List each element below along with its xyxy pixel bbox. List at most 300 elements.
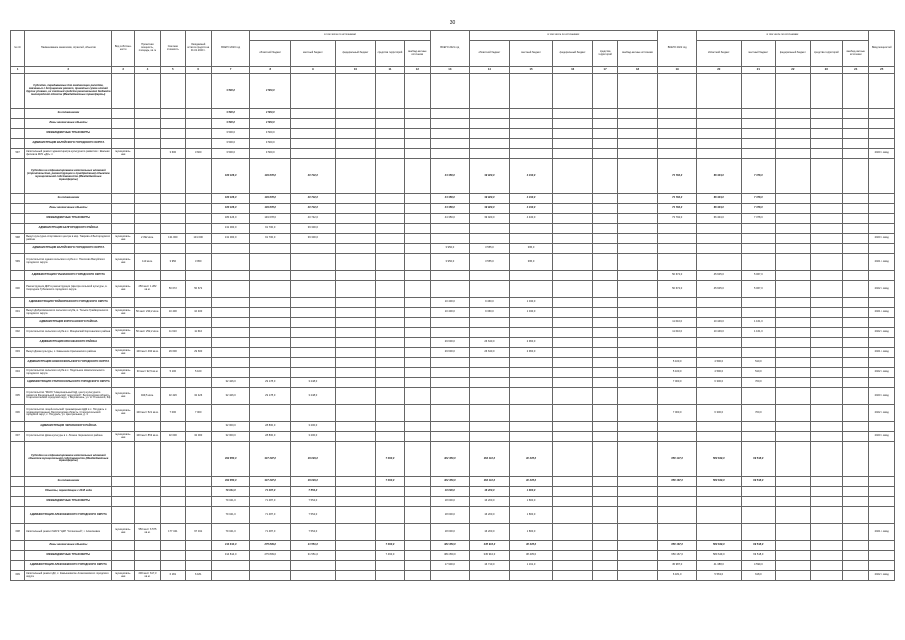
- table-cell: [593, 358, 617, 368]
- table-cell: [696, 507, 741, 524]
- table-cell: 3 555,0: [469, 254, 510, 271]
- table-cell: [404, 224, 430, 234]
- table-cell: [469, 318, 510, 328]
- table-cell: [376, 224, 404, 234]
- table-cell: 91 700,0: [250, 224, 291, 234]
- table-row: [11, 551, 895, 561]
- table-cell: 79 041,0: [211, 497, 250, 507]
- table-cell: [161, 119, 185, 129]
- table-cell: [335, 487, 376, 497]
- table-cell: [869, 139, 895, 149]
- table-cell: 200 мест 617,3 кв.м.: [134, 571, 160, 581]
- table-cell: 6 181: [161, 571, 185, 581]
- table-cell: 2020 г. ввод: [869, 149, 895, 159]
- table-cell: [776, 281, 811, 298]
- table-cell: 3 555,0: [469, 244, 510, 254]
- table-cell: [335, 507, 376, 524]
- table-cell: 362 110,0: [469, 477, 510, 487]
- table-cell: [134, 477, 160, 487]
- table-cell: 3 200,0: [291, 432, 336, 442]
- table-cell: [376, 109, 404, 119]
- table-cell: 39 300,0: [291, 234, 336, 244]
- table-cell: [810, 318, 842, 328]
- table-cell: [185, 497, 211, 507]
- table-cell: [211, 254, 250, 271]
- table-cell: 4 430,0: [510, 159, 553, 194]
- table-cell: [869, 561, 895, 571]
- table-cell: [593, 214, 617, 224]
- table-cell: 41 388,0: [696, 561, 741, 571]
- table-cell: [404, 348, 430, 358]
- table-cell: [552, 298, 593, 308]
- table-cell: [431, 328, 470, 338]
- table-cell: [776, 224, 811, 234]
- table-cell: [376, 244, 404, 254]
- table-cell: 4 599,0: [741, 561, 776, 571]
- table-cell: [404, 571, 430, 581]
- table-cell: [617, 214, 658, 224]
- table-cell: [404, 541, 430, 551]
- table-cell: [376, 204, 404, 214]
- table-cell: [134, 149, 160, 159]
- table-cell: 402 350,0: [431, 442, 470, 477]
- table-cell: [658, 338, 697, 348]
- table-cell: [291, 139, 336, 149]
- table-cell: [335, 244, 376, 254]
- table-cell: 44 350,0: [431, 214, 470, 224]
- table-cell: [843, 432, 869, 442]
- table-cell: [510, 129, 553, 139]
- col-number: 2: [25, 67, 112, 74]
- table-cell: 100 мест 521 кв.м.: [134, 405, 160, 422]
- table-cell: [696, 224, 741, 234]
- table-cell: 40 742,0: [291, 214, 336, 224]
- table-cell: [869, 204, 895, 214]
- table-row: [11, 348, 895, 358]
- table-cell: муниципаль-ная: [112, 368, 134, 378]
- table-cell: [776, 271, 811, 281]
- col-number: 7: [211, 67, 250, 74]
- table-cell: [335, 541, 376, 551]
- table-cell: 100 мест 853 кв.м.: [134, 432, 160, 442]
- table-cell: 7 460,0: [376, 442, 404, 477]
- table-cell: [869, 214, 895, 224]
- src-extra: внебюд-жетные источники: [617, 41, 658, 67]
- table-cell: [161, 541, 185, 551]
- table-cell: [469, 422, 510, 432]
- table-cell: [593, 497, 617, 507]
- table-cell: [510, 432, 553, 442]
- table-cell: 26 640,0: [469, 348, 510, 358]
- table-cell: 18 000,0: [431, 507, 470, 524]
- src-federal: федеральный бюджет: [335, 41, 376, 67]
- table-cell: [185, 338, 211, 348]
- row-name-cell: АДМИНИСТРАЦИЯ ВАЛУЙСКОГО ГОРОДСКОГО ОКРУГА: [25, 139, 112, 149]
- table-cell: [134, 204, 160, 214]
- table-cell: 26 640,0: [469, 338, 510, 348]
- table-cell: [741, 149, 776, 159]
- table-cell: [552, 159, 593, 194]
- table-cell: [134, 139, 160, 149]
- table-cell: 345 910,0: [469, 541, 510, 551]
- table-cell: [658, 348, 697, 358]
- table-cell: [810, 348, 842, 358]
- table-cell: [617, 571, 658, 581]
- row-name-cell: Строительство лицей-сельский тренажёрным ЦДК в с. Погудаль и подведомственным, Белгородская область, Старооскольский городской округ, с. Погудаль, ул. Центральная, д. 3: [25, 405, 112, 422]
- col-total-2021: ВСЕГО 2021 год: [431, 31, 470, 67]
- row-number-cell: [11, 422, 25, 432]
- table-cell: 50 672: [161, 281, 185, 298]
- row-number-cell: [11, 358, 25, 368]
- table-cell: [376, 358, 404, 368]
- table-cell: [869, 224, 895, 234]
- table-cell: [741, 348, 776, 358]
- table-cell: [211, 561, 250, 571]
- table-cell: [696, 524, 741, 541]
- table-cell: [211, 405, 250, 422]
- table-cell: [431, 129, 470, 139]
- table-cell: [552, 442, 593, 477]
- table-cell: [869, 541, 895, 551]
- table-cell: 9 360,0: [469, 308, 510, 318]
- table-cell: 2022 г. ввод: [869, 405, 895, 422]
- table-cell: [593, 224, 617, 234]
- table-cell: 50 672,0: [658, 271, 697, 281]
- table-cell: [869, 442, 895, 477]
- table-cell: [185, 442, 211, 477]
- table-cell: 1 800,0: [510, 487, 553, 497]
- table-cell: [376, 561, 404, 571]
- table-cell: [776, 139, 811, 149]
- table-cell: [617, 298, 658, 308]
- table-cell: [134, 194, 160, 204]
- table-cell: 700,0: [741, 405, 776, 422]
- table-cell: [431, 119, 470, 129]
- table-cell: 2020 г. ввод: [869, 234, 895, 244]
- row-name-cell: АДМИНИСТРАЦИЯ ЧЕРНЯНСКОГО РАЙОНА: [25, 422, 112, 432]
- table-cell: [552, 194, 593, 204]
- table-cell: [696, 244, 741, 254]
- table-cell: [658, 109, 697, 119]
- table-cell: [741, 507, 776, 524]
- table-cell: 9 460,0: [469, 298, 510, 308]
- table-row: [11, 378, 895, 388]
- table-cell: [810, 254, 842, 271]
- table-cell: [469, 281, 510, 298]
- table-cell: 16 200,0: [469, 524, 510, 541]
- table-cell: 16 200,0: [469, 487, 510, 497]
- table-cell: 18 000,0: [431, 497, 470, 507]
- table-cell: [843, 368, 869, 378]
- table-cell: 510,0: [741, 368, 776, 378]
- table-cell: [404, 497, 430, 507]
- table-cell: 40 742,0: [291, 204, 336, 214]
- col-number: 19: [658, 67, 697, 74]
- table-cell: [335, 328, 376, 338]
- table-cell: [696, 388, 741, 405]
- table-cell: [404, 422, 430, 432]
- table-cell: [617, 368, 658, 378]
- table-cell: [469, 271, 510, 281]
- table-cell: [469, 234, 510, 244]
- table-cell: [431, 139, 470, 149]
- row-name-cell: АДМИНИСТРАЦИЯ АЛЕКСЕЕВСКОГО ГОРОДСКОГО ОКРУГА: [25, 507, 112, 524]
- table-cell: 3 500,0: [250, 139, 291, 149]
- table-cell: [134, 74, 160, 109]
- table-cell: [161, 487, 185, 497]
- table-cell: [843, 194, 869, 204]
- table-cell: 3 950,0: [431, 254, 470, 271]
- table-cell: [776, 338, 811, 348]
- table-cell: [335, 149, 376, 159]
- table-cell: 79 041,0: [211, 524, 250, 541]
- table-cell: [810, 129, 842, 139]
- table-cell: [161, 507, 185, 524]
- table-cell: [776, 149, 811, 159]
- table-cell: 29 600,0: [431, 338, 470, 348]
- table-cell: [291, 129, 336, 139]
- table-cell: 5 067,0: [741, 281, 776, 298]
- table-cell: 4 430,0: [510, 214, 553, 224]
- row-number-cell: [11, 497, 25, 507]
- table-cell: [658, 244, 697, 254]
- col-number: 16: [552, 67, 593, 74]
- table-cell: 362 110,0: [469, 442, 510, 477]
- table-cell: 11 610: [185, 328, 211, 338]
- table-cell: [469, 358, 510, 368]
- table-cell: 4 430,0: [510, 204, 553, 214]
- table-cell: [843, 271, 869, 281]
- table-body: [11, 74, 895, 581]
- table-cell: [134, 541, 160, 551]
- table-cell: 7 378,0: [741, 214, 776, 224]
- table-cell: 10 400,0: [431, 308, 470, 318]
- col-total-2022: ВСЕГО 2022 год: [658, 31, 697, 67]
- table-cell: [617, 561, 658, 571]
- col-total-2020: ВСЕГО 2020 год: [211, 31, 250, 67]
- src-regional: областной бюджет: [469, 41, 510, 67]
- src-regional: областной бюджет: [696, 41, 741, 67]
- table-cell: [211, 358, 250, 368]
- table-cell: [593, 244, 617, 254]
- table-cell: [552, 139, 593, 149]
- table-cell: 29 178,0: [250, 378, 291, 388]
- table-cell: 650 167,0: [658, 477, 697, 487]
- table-row: [11, 244, 895, 254]
- table-row: [11, 214, 895, 224]
- table-cell: [250, 308, 291, 318]
- table-cell: [617, 551, 658, 561]
- table-cell: [617, 74, 658, 109]
- table-cell: [291, 244, 336, 254]
- table-cell: [376, 129, 404, 139]
- table-cell: [810, 298, 842, 308]
- table-cell: 2021 г. ввод: [869, 254, 895, 271]
- row-name-cell: Строительство здания сельского клуба в с. Посохово Валуйского городского округа: [25, 254, 112, 271]
- table-cell: 45 605,0: [696, 281, 741, 298]
- table-cell: [617, 204, 658, 214]
- table-cell: [250, 298, 291, 308]
- table-cell: [211, 368, 250, 378]
- table-cell: [185, 74, 211, 109]
- table-cell: [552, 338, 593, 348]
- table-row: [11, 74, 895, 109]
- table-cell: 180 426,0: [211, 159, 250, 194]
- table-row: [11, 524, 895, 541]
- table-cell: [335, 159, 376, 194]
- table-cell: [843, 507, 869, 524]
- table-cell: [593, 524, 617, 541]
- row-name-cell: Капитальный ремонт МАУК "ЦКР "Солнечный", г. Алексеевка: [25, 524, 112, 541]
- table-cell: [593, 149, 617, 159]
- table-cell: [696, 234, 741, 244]
- table-row: [11, 129, 895, 139]
- col-ownership: Вид собствен-ности: [112, 31, 134, 67]
- table-cell: [741, 129, 776, 139]
- table-cell: [617, 129, 658, 139]
- table-cell: [335, 308, 376, 318]
- col-name: Наименование заказчиков, отраслей, объектов: [25, 31, 112, 67]
- table-cell: [469, 328, 510, 338]
- table-cell: 16 710,0: [469, 561, 510, 571]
- table-cell: [776, 368, 811, 378]
- table-cell: [658, 388, 697, 405]
- table-cell: [510, 422, 553, 432]
- table-cell: 7 554,0: [291, 497, 336, 507]
- table-cell: 393 850,0: [211, 477, 250, 487]
- table-row: [11, 368, 895, 378]
- src-territory: средства территорий: [593, 41, 617, 67]
- table-cell: 32 000: [161, 432, 185, 442]
- table-cell: 177 341: [161, 524, 185, 541]
- table-cell: [552, 571, 593, 581]
- table-cell: [776, 405, 811, 422]
- table-cell: 16 200,0: [469, 497, 510, 507]
- table-cell: [776, 358, 811, 368]
- table-cell: [593, 129, 617, 139]
- table-cell: [431, 571, 470, 581]
- table-cell: [843, 244, 869, 254]
- table-cell: [869, 159, 895, 194]
- row-number-cell: [11, 204, 25, 214]
- table-cell: [658, 254, 697, 271]
- table-cell: [161, 271, 185, 281]
- table-cell: [843, 338, 869, 348]
- table-cell: [404, 194, 430, 204]
- table-cell: [776, 214, 811, 224]
- table-cell: [469, 139, 510, 149]
- table-cell: [185, 109, 211, 119]
- table-cell: [335, 254, 376, 271]
- table-cell: [843, 442, 869, 477]
- table-cell: [404, 432, 430, 442]
- table-cell: [404, 129, 430, 139]
- table-cell: [617, 388, 658, 405]
- table-cell: [134, 507, 160, 524]
- table-cell: [250, 244, 291, 254]
- table-cell: [593, 348, 617, 358]
- table-cell: [335, 432, 376, 442]
- group-2022: в том числе по источникам:: [696, 31, 869, 41]
- table-row: [11, 507, 895, 524]
- table-cell: 2021 г. ввод: [869, 308, 895, 318]
- col-number: 5: [161, 67, 185, 74]
- table-cell: [161, 338, 185, 348]
- table-cell: [810, 561, 842, 571]
- table-cell: [741, 497, 776, 507]
- table-cell: [161, 244, 185, 254]
- table-cell: [291, 74, 336, 109]
- table-cell: [335, 109, 376, 119]
- table-cell: 700,0: [741, 378, 776, 388]
- table-cell: [617, 442, 658, 477]
- table-cell: [161, 497, 185, 507]
- table-row: [11, 109, 895, 119]
- table-cell: [376, 308, 404, 318]
- row-number-cell: 607: [11, 432, 25, 442]
- table-cell: [776, 432, 811, 442]
- col-number: 9: [291, 67, 336, 74]
- table-cell: [552, 224, 593, 234]
- table-cell: [843, 571, 869, 581]
- row-name-cell: МЕЖБЮДЖЕТНЫЕ ТРАНСФЕРТЫ: [25, 551, 112, 561]
- table-cell: [843, 298, 869, 308]
- table-cell: [112, 442, 134, 477]
- table-cell: [869, 487, 895, 497]
- table-cell: [869, 119, 895, 129]
- row-name-cell: Лены неоконченые объекты: [25, 204, 112, 214]
- table-cell: [869, 378, 895, 388]
- table-cell: [376, 422, 404, 432]
- table-cell: 618,0: [741, 571, 776, 581]
- table-cell: [469, 119, 510, 129]
- table-cell: [404, 298, 430, 308]
- row-name-cell: Строительство Дома культуры в с. Лозное Чернянского района: [25, 432, 112, 442]
- table-cell: 7 460,0: [376, 541, 404, 551]
- table-cell: 7 378,0: [741, 194, 776, 204]
- table-cell: [776, 119, 811, 129]
- table-cell: [776, 551, 811, 561]
- row-number-cell: [11, 338, 25, 348]
- table-cell: 3 950: [185, 254, 211, 271]
- table-cell: [617, 477, 658, 487]
- table-cell: [335, 524, 376, 541]
- row-name-cell: МЕЖБЮДЖЕТНЫЕ ТРАНСФЕРТЫ: [25, 129, 112, 139]
- table-cell: 100 мест 490 кв.м.: [134, 348, 160, 358]
- table-cell: [185, 214, 211, 224]
- table-cell: [376, 159, 404, 194]
- table-cell: [161, 214, 185, 224]
- table-row: [11, 119, 895, 129]
- table-cell: [776, 378, 811, 388]
- table-cell: 73 792,0: [658, 214, 697, 224]
- table-cell: 73 792,0: [658, 194, 697, 204]
- table-cell: [185, 318, 211, 328]
- table-cell: [741, 432, 776, 442]
- table-cell: 3 500,0: [211, 119, 250, 129]
- table-cell: [404, 149, 430, 159]
- table-cell: 650 147,0: [658, 442, 697, 477]
- table-cell: [810, 244, 842, 254]
- table-cell: [593, 338, 617, 348]
- row-name-cell: АДМИНИСТРАЦИЯ КОРОЧАНСКОГО РАЙОНА: [25, 318, 112, 328]
- table-cell: 10 400: [161, 308, 185, 318]
- table-cell: 384 350,0: [431, 541, 470, 551]
- table-cell: [810, 432, 842, 442]
- table-row: [11, 234, 895, 244]
- row-number-cell: 598: [11, 234, 25, 244]
- row-name-cell: АДМИНИСТРАЦИЯ СТАРООСКОЛЬСКОГО ГОРОДСКОГО ОКРУГА: [25, 378, 112, 388]
